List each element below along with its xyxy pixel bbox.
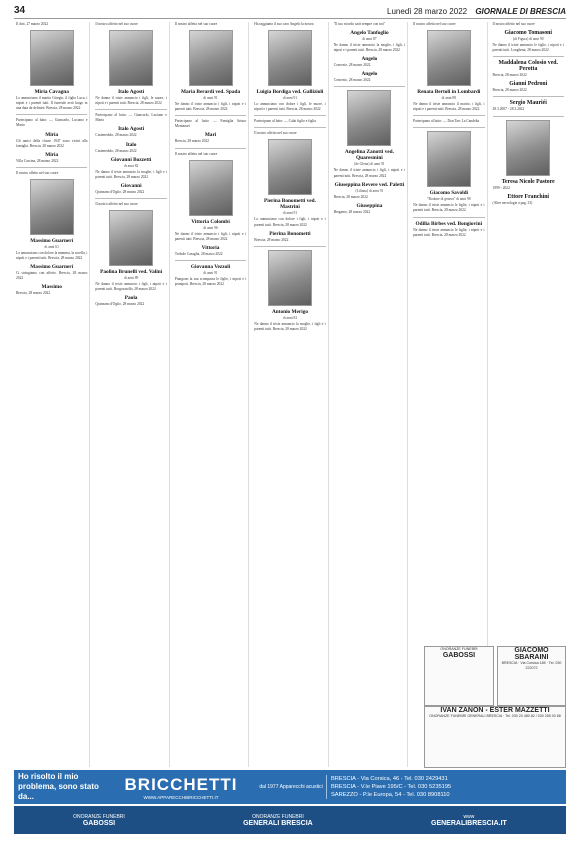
notice-text: Lo annunciano con dolore i figli, le nuore, i nipoti e i parenti tutti. Brescia, 28 marzo 2022 <box>254 102 326 112</box>
ad-gabossi-text: ONORANZE FUNEBRI <box>440 647 478 651</box>
footer-strip <box>14 806 566 834</box>
notice-text: Brescia, 28 marzo 2022 <box>492 88 527 93</box>
divider <box>175 115 246 116</box>
divider <box>175 260 246 261</box>
age-line: di anni 88 <box>441 96 456 101</box>
notice-text: Bergamo, 28 marzo 2022 <box>333 209 371 214</box>
divider <box>413 217 484 218</box>
portrait-photo <box>109 210 153 266</box>
portrait-photo <box>427 131 471 187</box>
notice-text: Ne danno il triste annuncio le figlie, i nipoti e i parenti tutti. Brescia, 28 marzo 2022 <box>413 203 485 213</box>
deceased-name: Massimo Guarneri <box>30 237 74 244</box>
notice-text: Castenedolo, 28 marzo 2022 <box>95 148 137 153</box>
header-date: Lunedì 28 marzo 2022 <box>387 7 468 16</box>
notice-text: Lo annunciano con dolore la mamma, la sorella, i nipoti e i parenti tutti. Brescia, 28 marzo 2022 <box>16 250 88 261</box>
age-line: di anni 82 <box>282 315 298 320</box>
notice-text: Brescia, 28 marzo 2022 <box>254 237 289 242</box>
notice-text: Brescia, 28 marzo 2022 <box>174 139 209 144</box>
footer-cell-label: ONORANZE FUNEBRI <box>73 813 125 820</box>
deceased-name: Massimo Guarneri <box>30 264 74 271</box>
notice-text: Castenedolo, 28 marzo 2022 <box>95 133 137 138</box>
deceased-name: Giuseppina <box>356 202 383 209</box>
notice-text: "Il tuo ricordo sarà sempre con noi" <box>333 22 386 26</box>
divider <box>16 167 87 168</box>
portrait-photo <box>347 90 391 146</box>
column-4 <box>252 22 328 767</box>
deceased-name: Vittoria Colombi <box>191 218 230 225</box>
deceased-name: Paola <box>124 295 138 302</box>
portrait-photo <box>189 160 233 216</box>
age-line: "Rodone di genera" di anni 98 <box>427 197 471 202</box>
notice-text: Il nostro affetto nel suo cuore <box>254 131 297 136</box>
age-line: di anni 91 <box>282 211 298 216</box>
deceased-name: Italo <box>125 141 137 148</box>
notice-text: Ha raggiunto il suo caro Angelo la nostra <box>254 22 314 26</box>
divider <box>95 109 166 110</box>
deceased-name: Maddalena Colosio ved. Perotta <box>498 60 558 73</box>
divider <box>16 114 87 115</box>
notice-text: Ne danno il triste annuncio la moglie, i figli e i parenti tutti. Brescia, 28 marzo 2022 <box>95 169 167 179</box>
age-line: di anni 89 <box>123 276 139 281</box>
deceased-name: Angelo Tanfoglio <box>350 30 389 37</box>
notice-text: Gli amici della classe 1947 sono vicini alla famiglia. Brescia, 28 marzo 2022 <box>16 138 88 148</box>
deceased-name: Vittoria <box>201 244 220 251</box>
banner-lead: Ho risolto il mio problema, sono stato da... <box>18 772 99 801</box>
ad-sbaraini-text: BRESCIA · Via Corsica 185 · Tel. 030 222072 <box>501 661 562 670</box>
notice-text: Il nostro affetto nel suo cuore <box>492 22 535 26</box>
page-number: 34 <box>14 5 26 16</box>
divider <box>493 56 564 57</box>
notice-text: Ne danno il triste annuncio i figli, i nipoti e i parenti tutti. Brescia, 28 marzo 2022 <box>174 231 247 241</box>
deceased-name: Giacomo Savoldi <box>429 190 469 197</box>
age-line: di anni 91 <box>203 96 218 101</box>
divider <box>493 96 564 97</box>
deceased-name: Italo Agosti <box>118 89 145 96</box>
divider <box>413 127 484 128</box>
age-line: di anni 87 <box>362 37 377 42</box>
banner-location-2: BRESCIA - V.le Piave 195/C - Tel. 030 5235195 <box>331 784 452 790</box>
notice-text: Il nostro affetto nel suo cuore <box>413 22 456 26</box>
deceased-name: Massimo <box>41 284 62 291</box>
divider <box>95 198 166 199</box>
column-1 <box>14 22 90 767</box>
divider <box>334 86 405 87</box>
notice-text: Ne danno il triste annuncio i figli, i nipoti e i parenti tutti. Brescia, 28 marzo 2022 <box>333 168 406 178</box>
notice-text: Villa Carcina, 28 marzo 2022 <box>16 158 59 163</box>
banner-location-1: BRESCIA - Via Corsica, 46 - Tel. 030 2429431 <box>331 776 448 782</box>
notice-text: Ne danno il triste annuncio i figli, le nuore, i nipoti e i parenti tutti. Brescia, 28 marzo 2022 <box>95 96 167 106</box>
divider <box>254 246 325 247</box>
banner-locations <box>326 775 566 799</box>
deceased-name: Pierina Bonometti <box>269 230 311 237</box>
age-line: di anni 91 <box>203 270 218 275</box>
notice-text: Il nostro affetto nel suo cuore <box>95 201 138 206</box>
notice-text: Ne danno il triste annuncio la moglie, i figli, i nipoti e i parenti tutti. Brescia, 28 marzo 2022 <box>333 43 406 53</box>
deceased-name: Luigia Bordiga ved. Gallizioli <box>256 89 324 96</box>
notice-text: Ne danno il triste annuncio le figlie, i nipoti e i parenti tutti. Brescia, 28 marzo 2022 <box>413 227 485 237</box>
notice-text: Partecipano al lutto: — Giancarlo, Luciano e Mario <box>95 113 167 123</box>
deceased-name: Maria Berardi ved. Spada <box>180 89 241 96</box>
notice-text: Ne danno il triste annuncio il marito, i figli, i nipoti e i parenti tutti. Brescia, 28 marzo 2022 <box>413 102 485 112</box>
footer-cell-value: GABOSSI <box>82 819 116 827</box>
footer-cell-label: www <box>463 813 475 820</box>
notice-text: Brescia, 28 marzo 2022 <box>333 194 368 199</box>
footer-cell-3 <box>431 814 507 827</box>
notice-text: Piangono la sua scomparsa le figlie, i nipoti e i pronipoti. Brescia, 28 marzo 2022 <box>174 276 247 287</box>
deceased-name: Teresa Nicole Pastore <box>501 178 555 185</box>
notice-text: Brescia, 28 marzo 2022 <box>16 291 51 296</box>
banner-url[interactable]: WWW.APPARECCHIBRICCHETTI.IT <box>143 794 219 800</box>
divider <box>413 115 484 116</box>
deceased-name: Paolina Brunelli ved. Valini <box>100 269 163 276</box>
notice-text: Concesio, 28 marzo 2022 <box>333 63 371 68</box>
notice-text: Partecipano al lutto: — Calai figlio e figlia <box>254 119 316 124</box>
divider <box>254 127 325 128</box>
age-line: di anni 96 <box>203 225 218 230</box>
page-header <box>14 5 566 19</box>
banner-brand-block <box>106 775 256 800</box>
deceased-name: Miria <box>45 131 59 138</box>
notice-text: Torbole Casaglia, 28 marzo 2022 <box>174 251 223 256</box>
footer-cell-value: GENERALI BRESCIA <box>243 819 313 827</box>
header-right <box>381 7 566 16</box>
portrait-photo <box>427 30 471 86</box>
deceased-name: Giovanni <box>120 182 142 189</box>
notice-text: Concesio, 28 marzo 2022 <box>333 78 371 83</box>
column-2 <box>93 22 169 767</box>
deceased-name: Giacomo Tomasoni <box>504 30 552 37</box>
notice-text: Il nostro affetto nel suo cuore <box>16 170 59 175</box>
age-line: (Liliana) di anni 91 <box>355 188 384 193</box>
deceased-name: Mari <box>204 132 217 139</box>
notice-text: 28.3.2007 - 28.3.2022 <box>492 107 525 112</box>
footer-cell-label: ONORANZE FUNEBRI <box>252 813 304 820</box>
notice-text: Ne danno il triste annuncio i figli, i nipoti e i parenti tutti. Brescia, 28 marzo 2022 <box>174 102 247 112</box>
banner-location-3: SAREZZO - P.le Europa, 54 - Tel. 030 8908110 <box>331 792 450 798</box>
notice-text: Il nostro affetto nel suo cuore <box>174 151 218 156</box>
notice-text: Partecipano al lutto: — Famiglia Arturo Montanari <box>174 119 247 129</box>
age-line: di anni 91 <box>282 96 298 101</box>
notice-text: Ne danno il triste annuncio i figli, i nipoti e i parenti tutti. Borgosatollo, 28 marzo 2022 <box>95 282 167 292</box>
deceased-name: Ettore Franchini <box>507 193 550 200</box>
deceased-name: Miria <box>45 151 59 158</box>
notice-text: Quinzano d'Oglio, 28 marzo 2022 <box>95 302 145 307</box>
ad-gabossi-title: GABOSSI <box>442 651 476 659</box>
divider <box>493 116 564 117</box>
age-line: di anni 61 <box>44 244 59 249</box>
ad-zanon-text: ONORANZE FUNEBRI GENERALI BRESCIA · Tel. 030 20 480 82 / 030 255 00 68 <box>429 714 561 718</box>
deceased-name: Sergio Mauriéi <box>509 100 547 107</box>
banner-brand: BRICCHETTI <box>124 774 238 794</box>
portrait-photo <box>268 139 312 195</box>
portrait-photo <box>189 30 233 86</box>
deceased-name: Angelo <box>361 71 378 78</box>
notice-text: Partecipano al lutto: — Giancarlo, Luciano e Mario <box>16 118 88 128</box>
notice-text: Partecipano al lutto: — Don Tarc La Candelia <box>413 119 480 124</box>
ad-sbaraini <box>497 646 566 706</box>
notice-text: Ne danno il triste annuncio le figlie, i nipoti e i parenti tutti. Longhena, 28 marzo 2022 <box>492 43 564 53</box>
notice-text: Lo annunciano con dolore i figli, i nipoti e i parenti tutti. Brescia, 28 marzo 2022 <box>254 217 326 227</box>
age-line: di anni 82 <box>123 163 139 168</box>
age-line: (de Glena) di anni 91 <box>354 162 385 167</box>
deceased-name: Giovanni Bozzetti <box>110 156 152 163</box>
notice-text: Il nostro affetto nel suo cuore <box>95 22 138 26</box>
deceased-name: Pierina Bonometti ved. Mastrini <box>264 198 316 211</box>
deceased-name: Italo Agosti <box>118 126 145 133</box>
ad-gabossi <box>424 646 494 706</box>
deceased-name: Gianni Pedroni <box>509 81 548 88</box>
portrait-photo <box>109 30 153 86</box>
portrait-photo <box>268 30 312 86</box>
bricchetti-banner[interactable] <box>14 770 566 804</box>
divider <box>175 148 246 149</box>
deceased-name: Miria Cavagna <box>34 89 69 96</box>
ad-zanon-mazzetti <box>424 706 566 768</box>
footer-cell-value: GENERALIBRESCIA.IT <box>431 819 507 827</box>
deceased-name: Giuseppina Revere ved. Paletti <box>334 181 405 188</box>
divider <box>254 115 325 116</box>
age-line: (di Figura) di anni 90 <box>512 37 544 42</box>
notice-text: Il dott. 27 marzo 2022 <box>16 22 49 26</box>
footer-cell-1 <box>73 814 125 827</box>
notice-text: 1999 - 2022 <box>492 185 510 190</box>
deceased-name: Giovanna Vezzoli <box>190 263 231 270</box>
column-3 <box>173 22 249 767</box>
notice-text: Quinzano d'Oglio, 28 marzo 2022 <box>95 189 145 194</box>
publication-name: GIORNALE DI BRESCIA <box>475 7 566 16</box>
notice-text: Il nostro affetto nel suo cuore <box>174 22 218 26</box>
notice-text: (Altre necrologie a pag. 33) <box>492 200 533 205</box>
deceased-name: Angelo <box>361 56 378 63</box>
notice-text: Brescia, 28 marzo 2022 <box>492 73 527 78</box>
notice-text: Ci stringiamo con affetto. Brescia, 28 marzo 2022 <box>16 271 88 281</box>
deceased-name: Odilia Birbes ved. Bongiovini <box>415 220 483 227</box>
banner-since: dal 1977 Apparecchi acustici <box>259 783 323 790</box>
portrait-photo <box>30 30 74 86</box>
column-5 <box>332 22 408 767</box>
ad-zanon-title: IVAN ZANON - ESTER MAZZETTI <box>440 707 550 714</box>
deceased-name: Antonio Merigo <box>271 308 308 315</box>
deceased-name: Renata Bertoli in Lombardi <box>417 89 481 96</box>
ad-sbaraini-title: GIACOMO SBARAINI <box>514 647 549 661</box>
deceased-name: Angelina Zanotti ved. Quaresmini <box>344 149 394 162</box>
notice-text: Ne danno il triste annuncio la moglie, i figli e i parenti tutti. Brescia, 28 marzo 2022 <box>254 321 326 331</box>
footer-cell-2 <box>243 814 313 827</box>
portrait-photo <box>268 250 312 306</box>
portrait-photo <box>506 120 550 176</box>
notice-text: Lo annunciano il marito Giorgio, il figlio Luca, i nipoti e i parenti tutti. Il funerale avrà luogo in una data da definire. Brescia, 28 marzo 2022 <box>16 96 88 111</box>
portrait-photo <box>30 179 74 235</box>
